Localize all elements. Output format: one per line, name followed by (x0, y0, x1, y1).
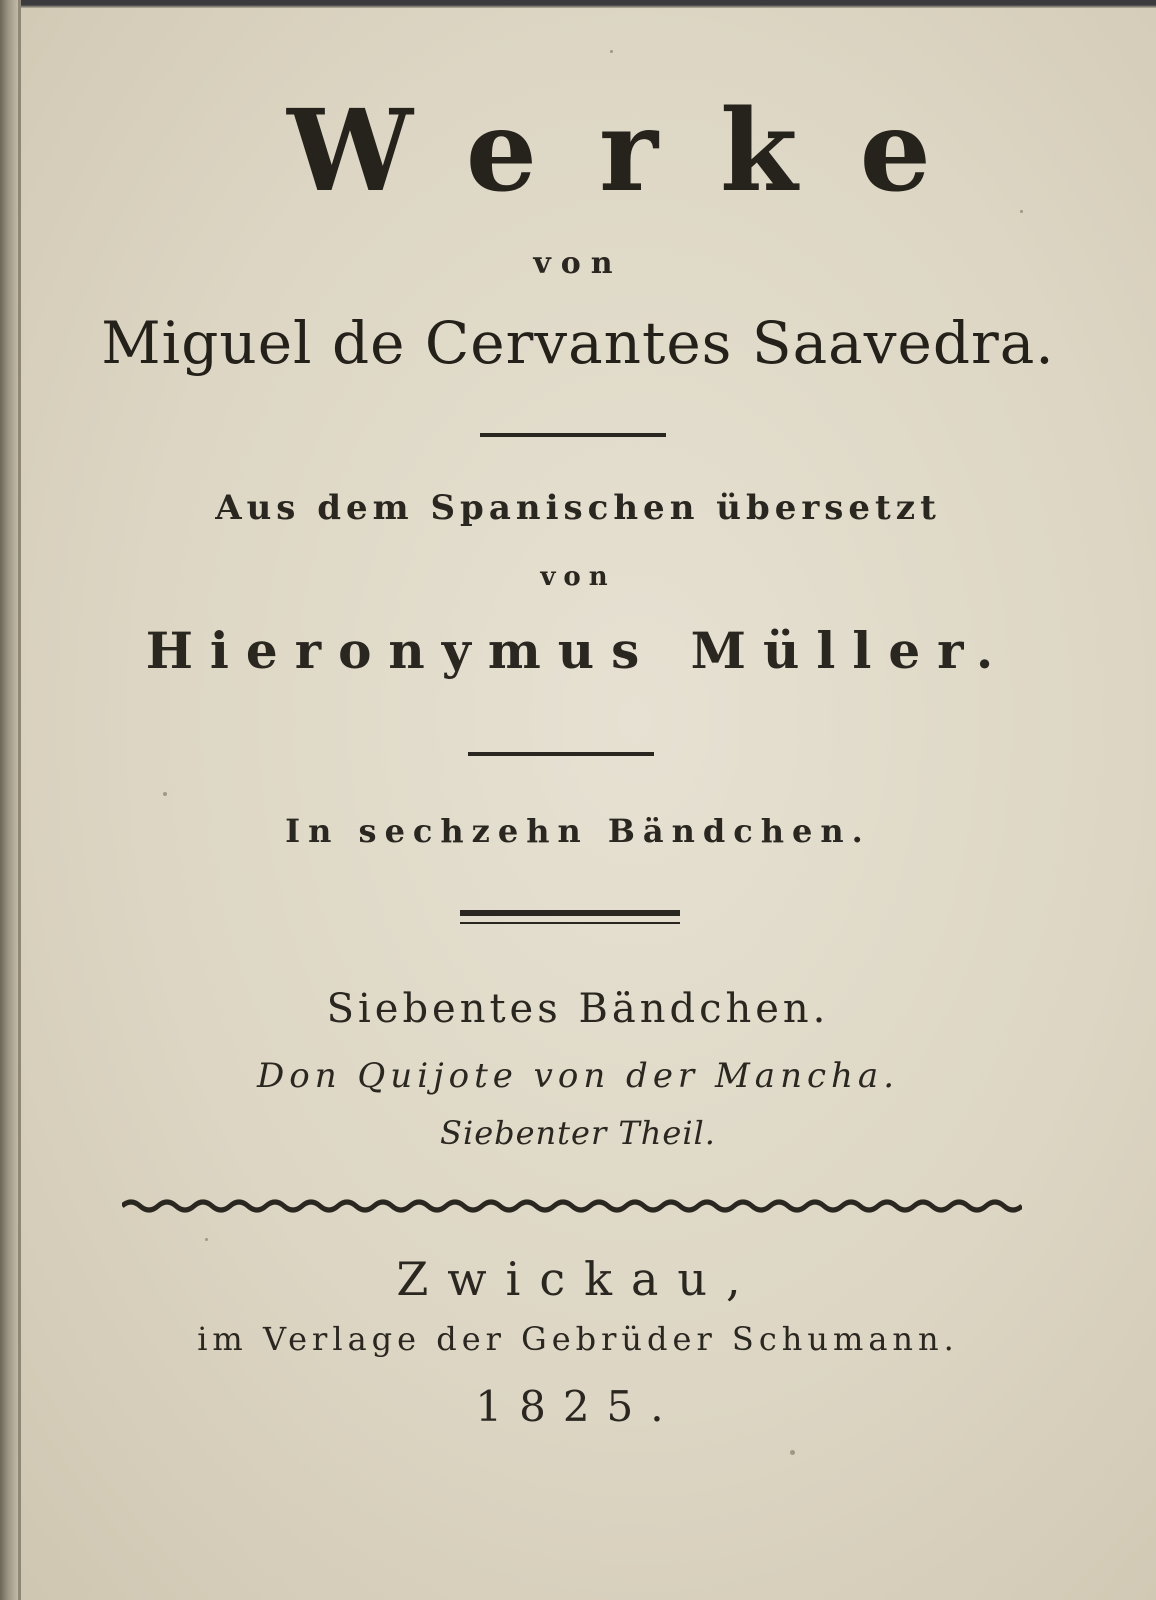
work-title: Don Quijote von der Mancha. (256, 1056, 899, 1096)
ornamental-wavy-rule (122, 1196, 1022, 1216)
double-rule-thick (460, 910, 680, 916)
divider-rule (480, 433, 666, 437)
translator-name: Hieronymus Müller. (145, 621, 1011, 680)
spine-edge (18, 0, 21, 1600)
author-name: Miguel de Cervantes Saavedra. (101, 309, 1055, 377)
foxing-spot (790, 1450, 795, 1455)
foxing-spot (610, 50, 613, 53)
page-top-edge (0, 0, 1156, 8)
translation-note: Aus dem Spanischen übersetzt (215, 488, 941, 528)
current-volume: Siebentes Bändchen. (326, 986, 830, 1032)
book-title: Werke (287, 86, 993, 217)
publication-year: 1825. (475, 1382, 681, 1431)
publisher-line: im Verlage der Gebrüder Schumann. (197, 1320, 959, 1358)
part-label: Siebenter Theil. (440, 1114, 716, 1152)
publication-city: Zwickau, (396, 1252, 760, 1306)
divider-rule (468, 752, 654, 756)
book-spine (0, 0, 18, 1600)
double-rule-thin (460, 922, 680, 924)
by-label: von (533, 246, 623, 281)
foxing-spot (205, 1238, 208, 1241)
volume-count: In sechzehn Bändchen. (285, 812, 871, 850)
translator-by-label: von (540, 562, 616, 592)
foxing-spot (163, 792, 167, 796)
